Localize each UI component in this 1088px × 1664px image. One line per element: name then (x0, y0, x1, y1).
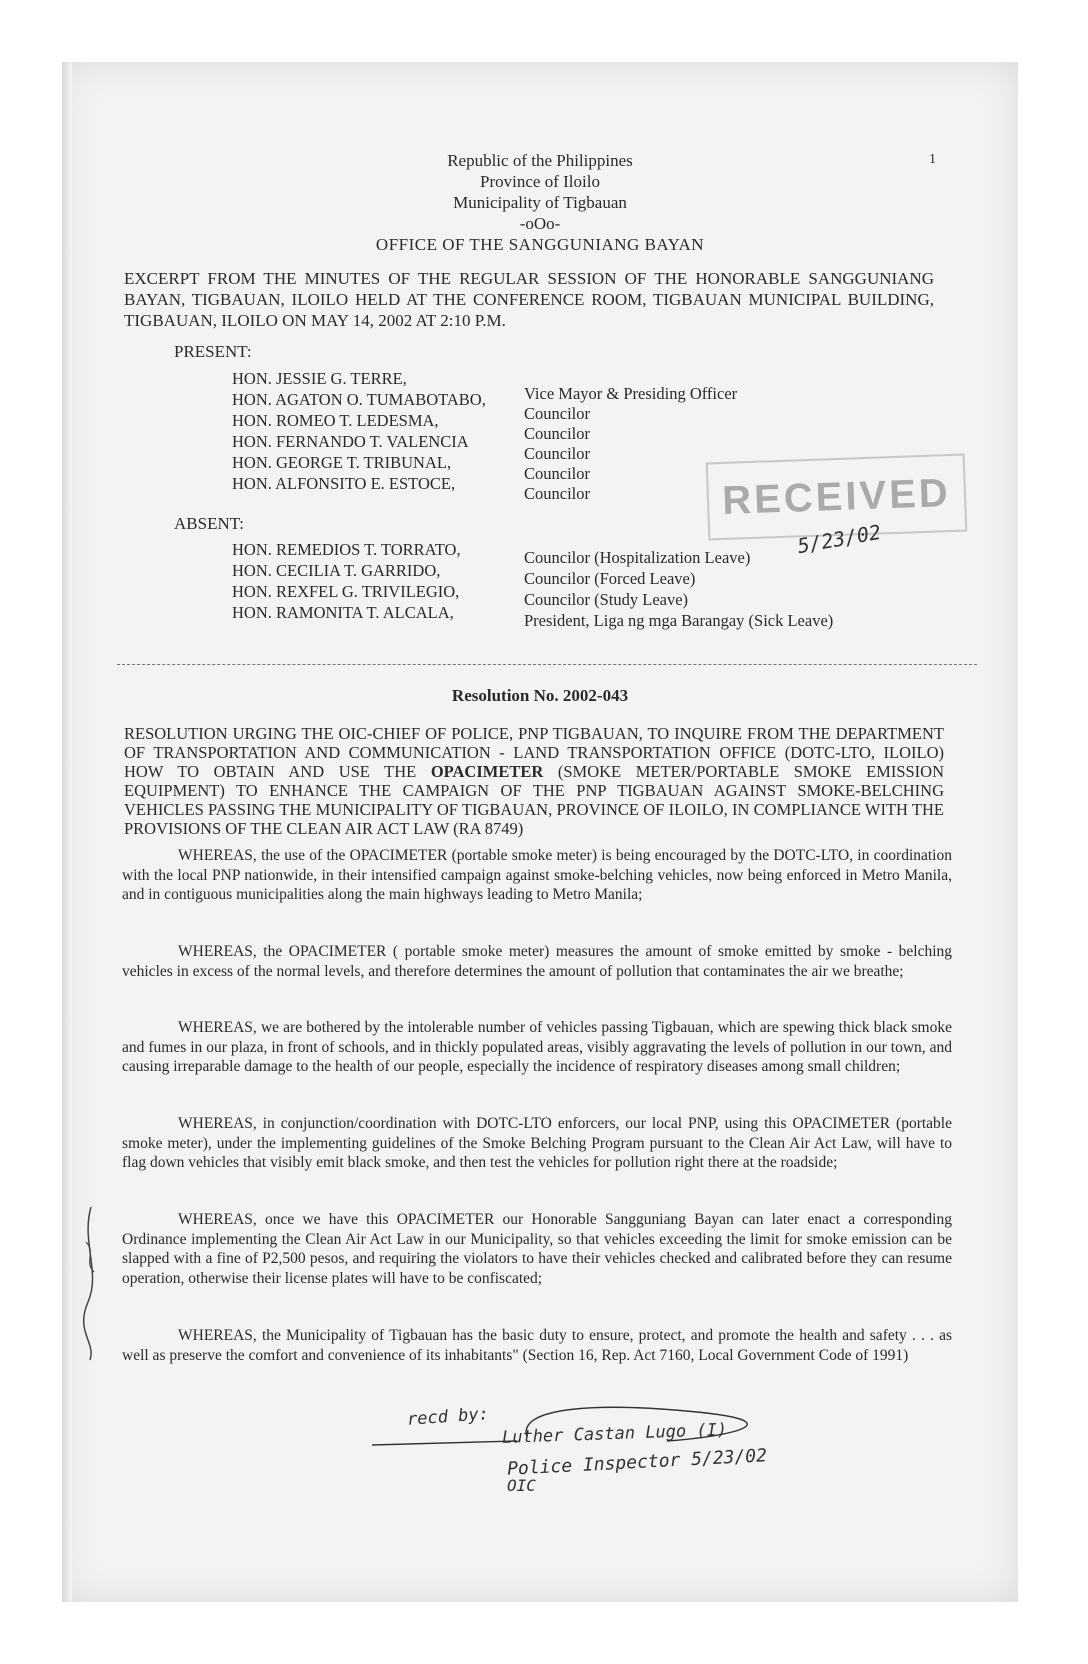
header-office: OFFICE OF THE SANGGUNIANG BAYAN (375, 235, 705, 254)
whereas-clause (122, 942, 952, 981)
whereas-clause (122, 1326, 952, 1365)
present-name: HON. ALFONSITO E. ESTOCE, (232, 474, 456, 493)
present-role: Councilor (524, 424, 590, 443)
absent-role: Councilor (Study Leave) (524, 590, 689, 609)
header-separator: -oOo- (519, 214, 561, 233)
whereas-text: WHEREAS, the use of the OPACIMETER (portable smoke meter) is being encouraged by the DOTC-LTO, in coordination with the local PNP nationwide, in their intensified campaign against smoke-belching vehicles, now being enforced in Metro Manila, and in contiguous municipalities along the main highways leading to Metro Manila; (122, 847, 952, 903)
absent-role: Councilor (Hospitalization Leave) (524, 548, 751, 567)
present-name: HON. FERNANDO T. VALENCIA (232, 432, 469, 451)
present-name: HON. JESSIE G. TERRE, (232, 369, 407, 388)
section-divider (117, 664, 977, 665)
absent-name: HON. REXFEL G. TRIVILEGIO, (232, 582, 460, 601)
received-by-handwriting: recd by: (406, 1404, 490, 1430)
resolution-title (124, 724, 944, 838)
resolution-number: Resolution No. 2002-043 (451, 686, 629, 705)
receiver-name-handwriting: Luther Castan Lugo (I) (501, 1420, 728, 1448)
present-name: HON. ROMEO T. LEDESMA, (232, 411, 439, 430)
received-stamp: RECEIVED (706, 454, 968, 541)
absent-name: HON. REMEDIOS T. TORRATO, (232, 540, 461, 559)
present-label: PRESENT: (174, 342, 252, 361)
absent-name: HON. CECILIA T. GARRIDO, (232, 561, 441, 580)
receiver-oic-handwriting: OIC (507, 1476, 536, 1495)
whereas-clause (122, 1210, 952, 1288)
present-name: HON. AGATON O. TUMABOTABO, (232, 390, 486, 409)
present-role: Councilor (524, 444, 590, 463)
stamp-date-handwriting: 5/23/02 (795, 519, 883, 559)
minutes-excerpt: EXCERPT FROM THE MINUTES OF THE REGULAR SESSION OF THE HONORABLE SANGGUNIANG BAYAN, TIGBAUAN, ILOILO HELD AT THE CONFERENCE ROOM, TIGBAUAN MUNICIPAL BUILDING, TIGBAUAN, ILOILO ON MAY 14, 2002 AT 2:10 P.M. (124, 269, 934, 330)
whereas-text: WHEREAS, we are bothered by the intolerable number of vehicles passing Tigbauan, which are spewing thick black smoke and fumes in our plaza, in front of schools, and in thickly populated areas, visibly aggravating the levels of pollution in our town, and causing irreparable damage to the health of our people, especially the incidence of respiratory diseases among small children; (122, 1019, 952, 1075)
margin-signature-icon (76, 1202, 106, 1362)
whereas-clause (122, 1114, 952, 1173)
document-page (62, 62, 1018, 1602)
page-number: 1 (929, 152, 936, 167)
absent-role: President, Liga ng mga Barangay (Sick Leave) (524, 611, 834, 630)
absent-name: HON. RAMONITA T. ALCALA, (232, 603, 454, 622)
present-name: HON. GEORGE T. TRIBUNAL, (232, 453, 452, 472)
resolution-title-opacimeter: OPACIMETER (430, 762, 544, 781)
letterhead (62, 150, 1018, 255)
present-role: Councilor (524, 464, 590, 483)
absent-role: Councilor (Forced Leave) (524, 569, 696, 588)
whereas-text: WHEREAS, the OPACIMETER ( portable smoke meter) measures the amount of smoke emitted by smoke - belching vehicles in excess of the normal levels, and therefore determines the amount of pollution that contaminates the air we breathe; (122, 943, 952, 980)
whereas-text: WHEREAS, the Municipality of Tigbauan has the basic duty to ensure, protect, and promote the health and safety . . . as well as preserve the comfort and convenience of its inhabitants" (Section 16, Rep. Act 7160, Local Government Code of 1991) (122, 1327, 952, 1364)
present-role: Councilor (524, 404, 590, 423)
absent-label: ABSENT: (174, 514, 244, 533)
whereas-clause (122, 846, 952, 905)
present-role: Vice Mayor & Presiding Officer (524, 384, 738, 403)
whereas-text: WHEREAS, in conjunction/coordination with DOTC-LTO enforcers, our local PNP, using this OPACIMETER (portable smoke meter), under the implementing guidelines of the Smoke Belching Program pursuant to the Clean Air Act Law, will have to flag down vehicles that visibly emit black smoke, and then test the vehicles for pollution right there at the roadside; (122, 1115, 952, 1171)
receiver-title-handwriting: Police Inspector 5/23/02 (506, 1445, 768, 1480)
whereas-clause (122, 1018, 952, 1077)
header-municipality: Municipality of Tigbauan (453, 193, 627, 212)
present-role: Councilor (524, 484, 590, 503)
whereas-text: WHEREAS, once we have this OPACIMETER our Honorable Sangguniang Bayan can later enact a corresponding Ordinance implementing the Clean Air Act Law in our Municipality, so that vehicles exceeding the limit for smoke emission can be slapped with a fine of P2,500 pesos, and requiring the violators to have their vehicles checked and calibrated before they can resume operation, otherwise their license plates will have to be confiscated; (122, 1211, 952, 1287)
header-republic: Republic of the Philippines (447, 151, 633, 170)
resolution-title-part-b: (SMOKE METER/PORTABLE SMOKE EMISSION EQUIPMENT) TO ENHANCE THE CAMPAIGN OF THE PNP TIGBAUAN AGAINST SMOKE-BELCHING VEHICLES PASSING THE MUNICIPALITY OF TIGBAUAN, PROVINCE OF ILOILO, IN COMPLIANCE WITH THE PROVISIONS OF THE CLEAN AIR ACT LAW (RA 8749) (124, 762, 945, 838)
header-province: Province of Iloilo (480, 172, 600, 191)
resolution-title-part-a: RESOLUTION URGING THE OIC-CHIEF OF POLICE, PNP TIGBAUAN, TO INQUIRE FROM THE DEPARTMENT OF TRANSPORTATION AND COMMUNICATION - LAND TRANSPORTATION OFFICE (DOTC-LTO, ILOILO) HOW TO OBTAIN AND USE THE (124, 724, 944, 781)
